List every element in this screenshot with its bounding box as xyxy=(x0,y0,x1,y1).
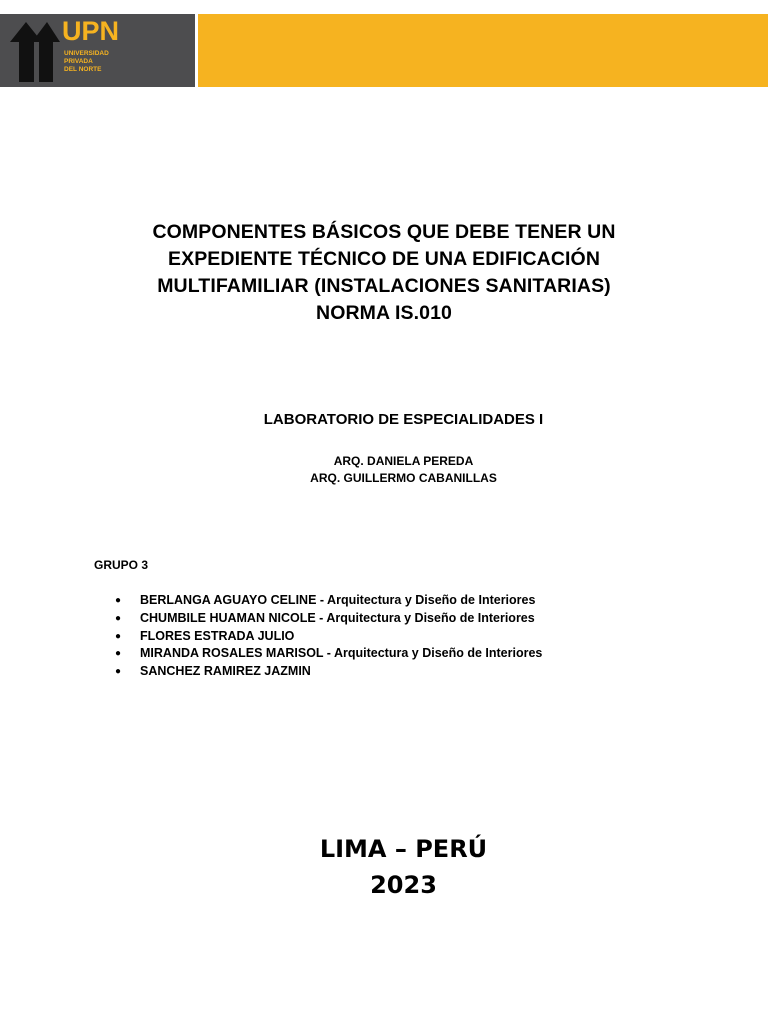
bullet-icon: ● xyxy=(115,666,122,678)
university-logo xyxy=(0,14,195,87)
title-line: MULTIFAMILIAR (INSTALACIONES SANITARIAS) xyxy=(157,275,611,297)
title-line: NORMA IS.010 xyxy=(316,302,452,324)
bullet-icon: ● xyxy=(115,595,122,606)
member-name: MIRANDA ROSALES MARISOL - Arquitectura y Diseño de Interiores xyxy=(140,646,543,661)
member-name: SANCHEZ RAMIREZ JAZMIN xyxy=(140,664,311,679)
member-name: BERLANGA AGUAYO CELINE - Arquitectura y Diseño de Interiores xyxy=(140,593,536,607)
accent-bar xyxy=(198,14,768,87)
member-name: CHUMBILE HUAMAN NICOLE - Arquitectura y Diseño de Interiores xyxy=(140,610,535,625)
place-text: LIMA – PERÚ xyxy=(319,835,488,863)
professor-name: ARQ. DANIELA PEREDA xyxy=(333,454,474,468)
title-line: EXPEDIENTE TÉCNICO DE UNA EDIFICACIÓN xyxy=(167,248,600,270)
list-item xyxy=(115,610,542,628)
bullet-icon: ● xyxy=(115,630,122,642)
header-bar xyxy=(0,14,768,87)
professor-name: ARQ. GUILLERMO CABANILLAS xyxy=(310,471,497,485)
logo-subtitle-line: UNIVERSIDAD xyxy=(64,50,109,57)
logo-subtitle-line: PRIVADA xyxy=(64,58,93,65)
footer xyxy=(0,831,768,903)
professors xyxy=(0,453,768,487)
document-title xyxy=(84,219,684,327)
logo-subtitle xyxy=(64,50,109,74)
list-item xyxy=(115,645,542,663)
upn-arrow-logo-icon xyxy=(10,20,60,82)
course-name: LABORATORIO DE ESPECIALIDADES I xyxy=(263,411,544,428)
title-line: COMPONENTES BÁSICOS QUE DEBE TENER UN xyxy=(152,221,616,243)
member-name: FLORES ESTRADA JULIO xyxy=(140,628,295,643)
logo-subtitle-line: DEL NORTE xyxy=(64,66,102,73)
logo-brand-text: UPN xyxy=(62,16,120,46)
member-list xyxy=(115,592,542,681)
group-label: GRUPO 3 xyxy=(94,558,149,572)
bullet-icon: ● xyxy=(115,612,122,624)
list-item xyxy=(115,592,542,610)
list-item xyxy=(115,628,542,646)
bullet-icon: ● xyxy=(115,648,122,660)
list-item xyxy=(115,663,542,681)
year-text: 2023 xyxy=(370,871,437,899)
